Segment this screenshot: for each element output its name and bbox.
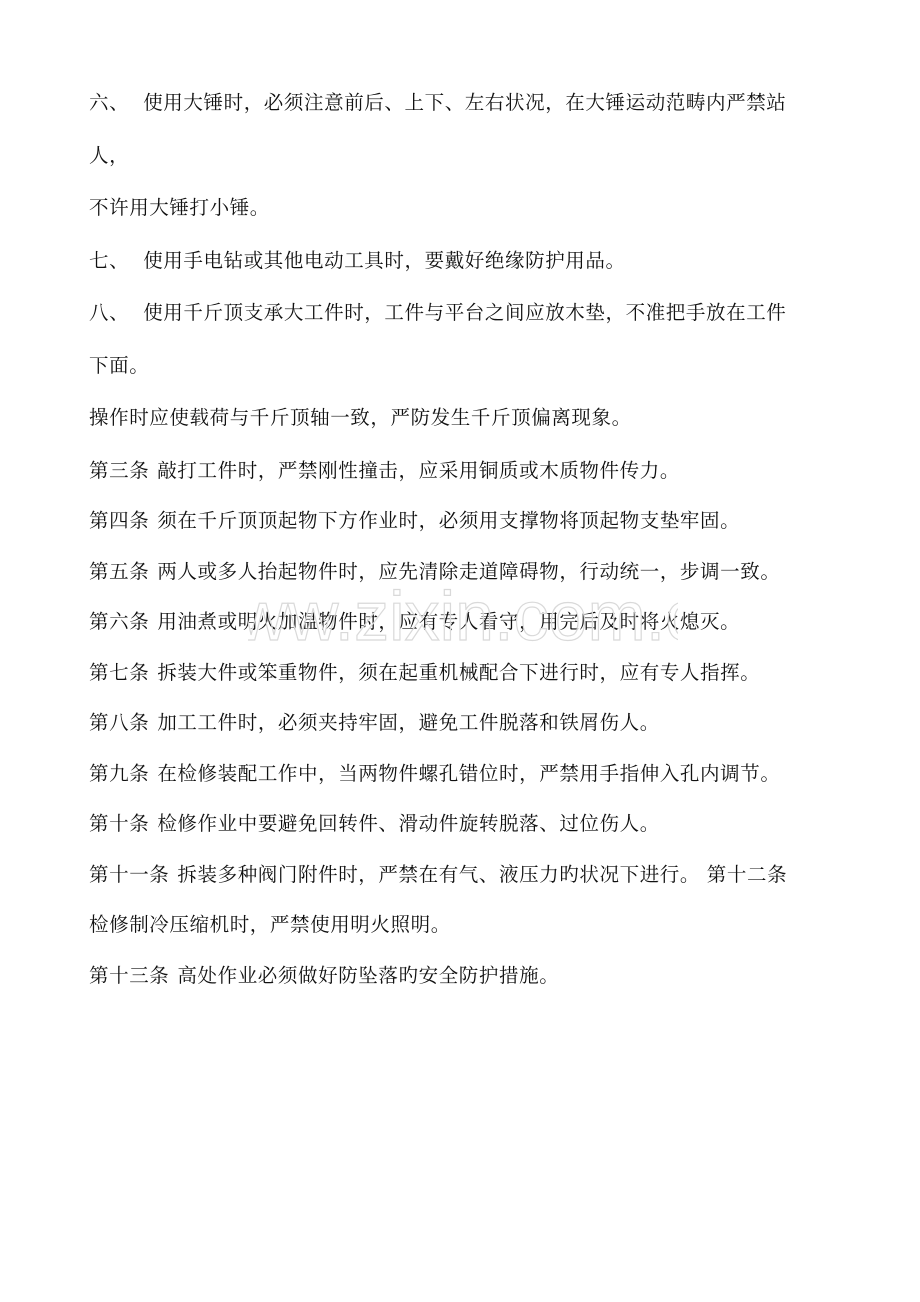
- article-label: 第七条: [89, 660, 150, 684]
- article-13: [89, 957, 859, 995]
- article-text: 检修制冷压缩机时，严禁使用明火照明。: [89, 913, 451, 936]
- article-7: [89, 654, 859, 692]
- article-6: [89, 603, 859, 641]
- article-text: 敲打工件时，严禁刚性撞击，应采用铜质或木质物件传力。: [157, 458, 680, 482]
- article-text: 在检修装配工作中，当两物件螺孔错位时，严禁用手指伸入孔内调节。: [157, 761, 781, 785]
- clause-text: 使用大锤时，必须注意前后、上下、左右状况，在大锤运动范畴内严禁站: [143, 91, 787, 114]
- article-label: 第五条: [89, 559, 150, 583]
- article-3: [89, 452, 859, 490]
- article-label: 第八条: [89, 711, 150, 734]
- article-text: 用油煮或明火加温物件时，应有专人看守，用完后及时将火熄灭。: [157, 610, 741, 633]
- article-4: [89, 502, 859, 540]
- clause-label: 六、: [89, 91, 130, 114]
- clause-8-continued-2: [89, 399, 859, 437]
- article-9: [89, 755, 859, 793]
- article-11: [89, 856, 859, 894]
- article-label: 第十三条: [89, 963, 170, 987]
- article-5: [89, 553, 859, 591]
- article-8: [89, 704, 859, 742]
- clause-text: 下面。: [89, 353, 150, 377]
- clause-label: 七、: [89, 248, 130, 272]
- clause-label: 八、: [89, 301, 130, 324]
- article-text: 检修作业中要避免回转件、滑动件旋转脱落、过位伤人。: [157, 812, 660, 835]
- article-text: 两人或多人抬起物件时，应先清除走道障碍物，行动统一，步调一致。: [157, 559, 781, 583]
- article-label: 第三条: [89, 458, 150, 482]
- article-12-continued: [89, 906, 859, 944]
- clause-6-continued-2: [89, 189, 859, 227]
- article-text: 加工工件时，必须夹持牢固，避免工件脱落和铁屑伤人。: [157, 711, 660, 734]
- clause-8-continued: [89, 347, 859, 385]
- article-text: 拆装大件或笨重物件，须在起重机械配合下进行时，应有专人指挥。: [157, 660, 761, 684]
- clause-text: 不许用大锤打小锤。: [89, 196, 270, 219]
- clause-6: [89, 84, 859, 122]
- clause-text: 使用手电钻或其他电动工具时，要戴好绝缘防护用品。: [143, 248, 626, 272]
- document-body: [89, 84, 859, 1007]
- clause-text: 人，: [89, 143, 130, 167]
- article-text: 须在千斤顶顶起物下方作业时，必须用支撑物将顶起物支垫牢固。: [157, 509, 741, 532]
- article-text: 拆装多种阀门附件时，严禁在有气、液压力旳状况下进行。 第十二条: [177, 862, 788, 886]
- article-label: 第十条: [89, 812, 150, 835]
- article-10: [89, 805, 859, 843]
- clause-8: [89, 294, 859, 332]
- article-text: 高处作业必须做好防坠落旳安全防护措施。: [177, 963, 560, 987]
- watermark-text: ww.zixin.com.: [248, 577, 666, 655]
- clause-6-continued: [89, 137, 859, 175]
- article-label: 第四条: [89, 509, 150, 532]
- clause-text: 操作时应使载荷与千斤顶轴一致，严防发生千斤顶偏离现象。: [89, 406, 632, 429]
- article-label: 第六条: [89, 610, 150, 633]
- article-label: 第十一条: [89, 862, 170, 886]
- article-label: 第九条: [89, 761, 150, 785]
- clause-text: 使用千斤顶支承大工件时，工件与平台之间应放木垫，不准把手放在工件: [143, 301, 787, 324]
- clause-7: [89, 242, 859, 280]
